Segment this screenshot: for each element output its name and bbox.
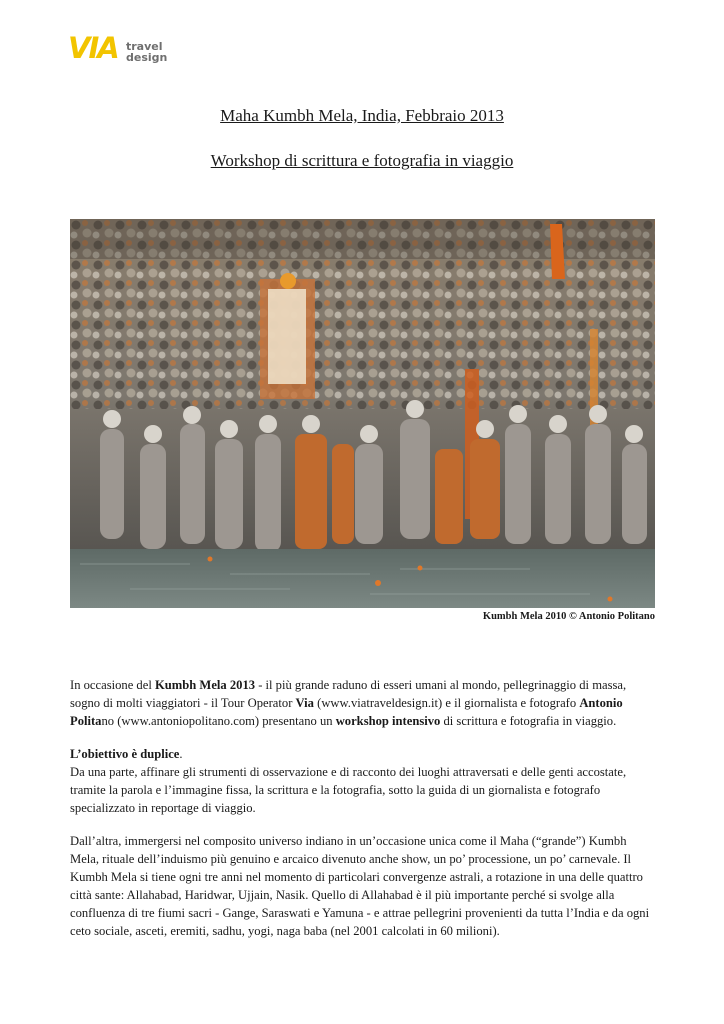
kumbh-mela-paragraph [70,832,658,940]
objective-heading: L’obiettivo è duplice [70,747,180,761]
intro-bold-workshop: workshop intensivo [335,714,441,728]
objective-paragraph [70,745,658,817]
photo-caption: Kumbh Mela 2010 © Antonio Politano [482,611,655,622]
kumbh-mela-photo [70,219,655,608]
intro-bold-operator: Via [295,696,314,710]
crowd-photo-illustration [70,219,655,608]
document-subtitle: Workshop di scrittura e fotografia in viaggio [210,151,514,170]
objective-text: Da una parte, affinare gli strumenti di osservazione e di racconto dei luoghi attraversati e delle genti accostate, tramite la parola e l’immagine fissa, la scrittura e la fotografia, sotto la guida di un giornalista e fotografo specializzato in reportage di viaggio. [70,765,627,815]
intro-bold-event: Kumbh Mela 2013 [154,678,256,692]
logo-word-design: design [126,51,168,64]
kumbh-mela-text: Dall’altra, immergersi nel composito universo indiano in un’occasione unica come il Maha (“grande”) Kumbh Mela, rituale dell’induismo più genuino e arcaico divenuto anche show, un po’ processione, un po’ carnevale. Il Kumbh Mela si tiene ogni tre anni nel momento di particolari convergenze astrali, a rotazione in una delle quattro città sante: Allahabad, Haridwar, Ujjain, Nasik. Quello di Allahabad è il più importante perché si svolge alla confluenza di tre fiumi sacri - Gange, Saraswati e Yamuna - e attrae pellegrini provenienti da tutta l’India e da ogni ceto sociale, asceti, eremiti, sadhu, yogi, naga baba (nel 2001 calcolati in 60 milioni). [70,834,650,938]
intro-text-3: (www.viatraveldesign.it) e il giornalista e fotografo [313,696,580,710]
intro-bold-author: Antonio Polita [70,696,623,728]
intro-text-1: In occasione del [70,678,155,692]
intro-paragraph [70,676,658,730]
logo-word-travel: travel [126,40,163,53]
document-title: Maha Kumbh Mela, India, Febbraio 2013 [220,106,504,125]
logo-mark: VIA [68,31,118,65]
objective-heading-period: . [179,747,183,761]
intro-text-4: no (www.antoniopolitano.com) presentano un [101,714,336,728]
intro-text-2: - il più grande raduno di esseri umani al mondo, pellegrinaggio di massa, sogno di molti viaggiatori - il Tour Operator [70,678,627,710]
intro-text-5: di scrittura e fotografia in viaggio. [440,714,617,728]
